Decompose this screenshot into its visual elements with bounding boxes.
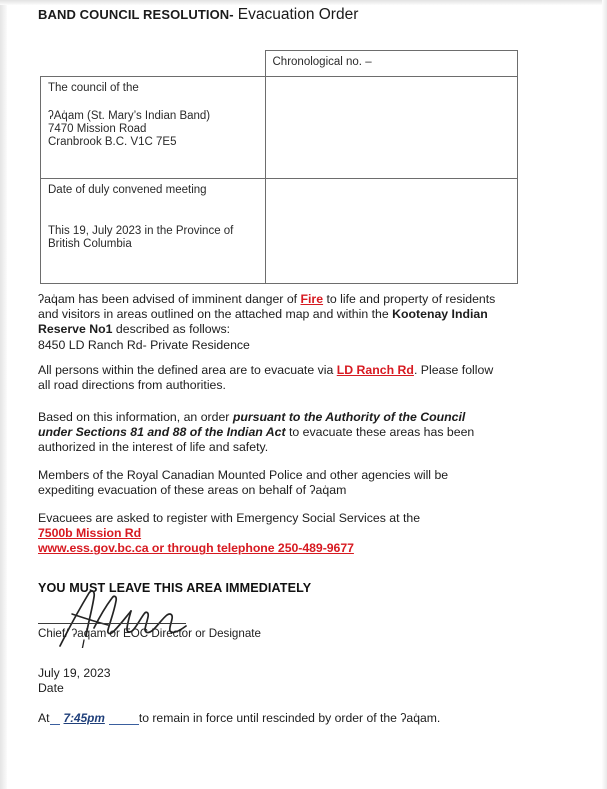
- cell-empty-topleft: [41, 51, 266, 77]
- p5-text-a: Evacuees are asked to register with Emergency Social Services at the: [38, 511, 421, 525]
- signature-line: [38, 623, 186, 624]
- in-force-time: 7:45pm: [63, 711, 105, 725]
- page-title-suffix: Evacuation Order: [237, 6, 359, 23]
- p2-text-a: All persons within the defined area are to evacuate via: [38, 363, 337, 377]
- paragraph-legal-authority: [38, 410, 498, 456]
- council-label: The council of the: [48, 82, 139, 94]
- cell-chronological-no: [265, 51, 518, 77]
- band-name: ʔAq̇am (St. Mary’s Indian Band): [48, 110, 211, 122]
- legal-authority-citation: pursuant to the Authority of the Council under Sections 81 and 88 of the Indian Act: [38, 410, 466, 440]
- date-block: [38, 666, 111, 695]
- reserve-name: Kootenay Indian Reserve No1: [38, 307, 488, 337]
- cell-council-blank: [265, 77, 518, 179]
- paragraph-rcmp-notice: Members of the Royal Canadian Mounted Police and other agencies will be expediting evacuation of these areas on behalf of ʔaq̇am: [38, 468, 449, 498]
- in-force-rule-left: [50, 712, 60, 725]
- cell-meeting-date: [41, 179, 266, 284]
- evacuation-warning: YOU MUST LEAVE THIS AREA IMMEDIATELY: [38, 581, 312, 595]
- p1-text-b: to life and property of residents and visitors in areas outlined on the attached map and within the: [38, 292, 496, 322]
- ess-address: 7500b Mission Rd: [38, 526, 142, 541]
- cell-meeting-blank: [265, 179, 518, 284]
- chronological-label: Chronological no. –: [272, 56, 372, 68]
- table-row-chrono: [41, 51, 518, 77]
- paragraph-evacuation-route: [38, 363, 498, 393]
- council-address: [48, 110, 258, 149]
- p2-text-b: . Please follow all road directions from authorities.: [38, 363, 494, 393]
- bcr-header-table: [40, 50, 518, 284]
- signed-date-label: Date: [38, 680, 64, 695]
- page-title-prefix: BAND COUNCIL RESOLUTION-: [38, 7, 234, 22]
- table-row-meeting: [41, 179, 518, 284]
- in-force-line: [38, 711, 440, 725]
- ess-contact: www.ess.gov.bc.ca or through telephone 250-489-9677: [38, 541, 354, 556]
- paragraph-ess-registration: [38, 511, 498, 557]
- address-line-1: 7470 Mission Road: [48, 123, 147, 135]
- in-force-rule-right: [109, 712, 139, 725]
- signature-caption: Chief/ ʔaq̇am or EOC Director or Designate: [38, 627, 261, 640]
- page-title: [38, 5, 358, 25]
- p1-text-a: ʔaq̇am has been advised of imminent danger of: [38, 292, 301, 306]
- meeting-label: Date of duly convened meeting: [48, 184, 207, 196]
- p3-text-a: Based on this information, an order: [38, 410, 233, 424]
- meeting-value: This 19, July 2023 in the Province of British Columbia: [48, 225, 234, 250]
- paragraph-danger-notice: [38, 292, 498, 353]
- p3-text-b: to evacuate these areas has been authorized in the interest of life and safety.: [38, 425, 475, 455]
- affected-address: 8450 LD Ranch Rd- Private Residence: [38, 337, 250, 352]
- evacuation-route: LD Ranch Rd: [336, 363, 414, 377]
- table-row-council: [41, 77, 518, 179]
- address-line-2: Cranbrook B.C. V1C 7E5: [48, 136, 177, 148]
- in-force-prefix: At: [38, 711, 50, 725]
- p1-text-c: described as follows:: [112, 322, 231, 337]
- cell-council-info: [41, 77, 266, 179]
- hazard-type-fire: Fire: [300, 292, 324, 306]
- signed-date-value: July 19, 2023: [38, 666, 111, 680]
- in-force-suffix: to remain in force until rescinded by order of the ʔaq̇am.: [138, 711, 441, 725]
